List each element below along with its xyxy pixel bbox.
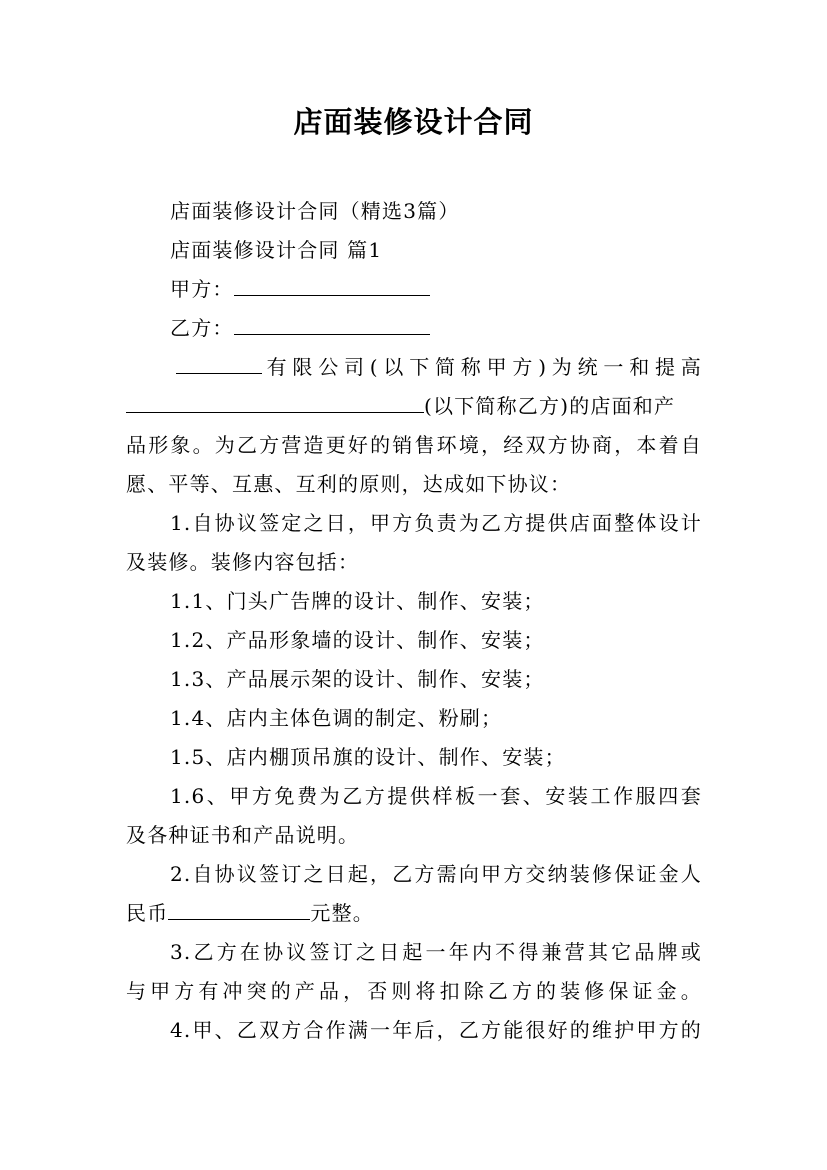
intro-text-2: (以下简称乙方)的店面和产 — [424, 394, 676, 418]
party-b-label: 乙方： — [170, 316, 234, 340]
party-a-label: 甲方： — [170, 277, 234, 301]
party-a-line — [170, 274, 702, 304]
clause-1-line-1: 1.自协议签定之日，甲方负责为乙方提供店面整体设计 — [170, 511, 702, 535]
clause-2-prefix: 民币 — [126, 901, 169, 925]
deposit-amount-blank — [168, 899, 310, 920]
clause-1-5: 1.5、店内棚顶吊旗的设计、制作、安装； — [170, 745, 566, 769]
intro-line-3: 品形象。为乙方营造更好的销售环境，经双方协商，本着自 — [126, 433, 702, 457]
clause-1-1: 1.1、门头广告牌的设计、制作、安装； — [170, 589, 545, 613]
intro-line-2 — [126, 391, 702, 421]
clause-3-line-2: 与甲方有冲突的产品，否则将扣除乙方的装修保证金。 — [126, 979, 702, 1003]
clause-2-line-1: 2.自协议签订之日起，乙方需向甲方交纳装修保证金人 — [170, 862, 702, 886]
clause-1-line-2: 及装修。装修内容包括： — [126, 550, 360, 574]
clause-2-suffix: 元整。 — [310, 901, 375, 925]
clause-2-line-2 — [126, 898, 702, 928]
clause-3-line-1: 3.乙方在协议签订之日起一年内不得兼营其它品牌或 — [170, 940, 702, 964]
document-title: 店面装修设计合同 — [293, 105, 534, 139]
party-b-name-blank — [126, 392, 424, 413]
company-blank — [176, 353, 262, 374]
clause-1-6-line-2: 及各种证书和产品说明。 — [126, 823, 360, 847]
party-a-blank — [234, 275, 430, 296]
intro-line-4: 愿、平等、互惠、互利的原则，达成如下协议： — [126, 472, 572, 496]
section-title: 店面装修设计合同 篇1 — [170, 238, 383, 262]
intro-text-1: 有限公司(以下简称甲方)为统一和提高 — [262, 355, 702, 379]
clause-1-3: 1.3、产品展示架的设计、制作、安装； — [170, 667, 545, 691]
clause-1-4: 1.4、店内主体色调的制定、粉刷； — [170, 706, 503, 730]
document-heading: 店面装修设计合同（精选3篇） — [170, 199, 460, 223]
party-b-line — [170, 313, 702, 343]
clause-1-6-line-1: 1.6、甲方免费为乙方提供样板一套、安装工作服四套 — [170, 784, 702, 808]
party-b-blank — [234, 314, 430, 335]
intro-line-1 — [176, 352, 702, 382]
clause-4-line-1: 4.甲、乙双方合作满一年后，乙方能很好的维护甲方的 — [170, 1018, 702, 1042]
clause-1-2: 1.2、产品形象墙的设计、制作、安装； — [170, 628, 545, 652]
